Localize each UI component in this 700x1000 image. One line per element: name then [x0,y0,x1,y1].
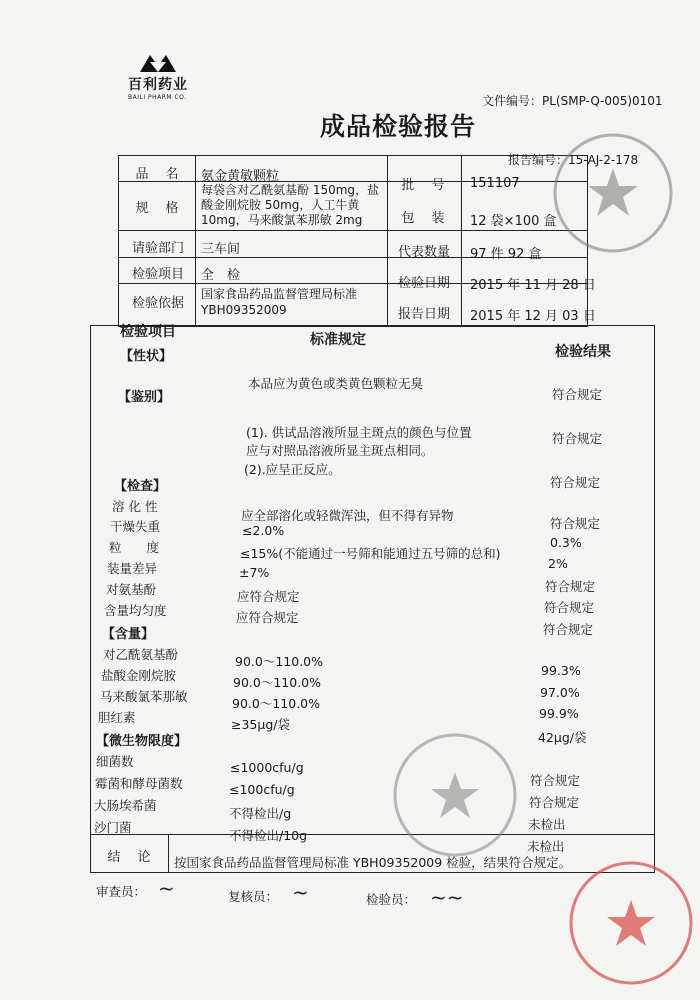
ecoli-standard: 不得检出/g [229,806,292,821]
item-dry: 干燥失重 [110,519,161,534]
item-p-aminophenol: 对氨基酚 [106,582,157,597]
inspector-label: 检验员： [366,892,417,907]
item-salmonella: 沙门菌 [94,820,132,835]
load-result: 符合规定 [545,579,596,594]
checker-signature: ~ [292,880,309,904]
p-aminophenol-standard: 应符合规定 [237,589,300,604]
bilirubin-standard: ≥35μg/袋 [231,717,290,732]
salmonella-result: 未检出 [527,839,565,854]
item-ecoli: 大肠埃希菌 [94,798,157,813]
bacteria-result: 符合规定 [530,773,581,788]
item-uniformity: 含量均匀度 [104,603,167,618]
p-aminophenol-result: 符合规定 [544,600,595,615]
file-number: 文件编号：PL(SMP-Q-005)0101 [482,94,663,108]
spec-label: 规 格 [135,201,181,216]
character-standard: 本品应为黄色或类黄色颗粒无臭 [248,376,424,391]
item-bacteria: 细菌数 [96,754,134,769]
dept-value: 三车间 [201,242,241,257]
particle-standard: ≤15%(不能通过一号筛和能通过五号筛的总和) [240,546,501,561]
basis-label: 检验依据 [131,296,184,311]
report-date-value: 2015 年 12 月 03 日 [470,309,596,324]
quality-dept-stamp [548,128,678,258]
product-value: 氨金黄敏颗粒 [201,169,280,184]
col-result-header: 检验结果 [555,344,611,360]
section-content: 【含量】 [102,627,155,642]
logo-cn-text: 百利药业 [128,77,188,93]
dissolve-result: 符合规定 [550,516,601,531]
spec-value: 每袋含对乙酰氨基酚 150mg，盐酸金刚烷胺 50mg，人工牛黄 10mg，马来酸氯苯那敏 2mg [201,183,380,227]
amantadine-standard: 90.0～110.0% [233,675,321,690]
checker-label: 复核员： [228,889,279,904]
uniformity-result: 符合规定 [543,622,594,637]
dissolve-standard: 应全部溶化或轻微浑浊，但不得有异物 [241,508,454,523]
reviewer-label: 审查员： [96,884,147,899]
section-micro: 【微生物限度】 [96,734,188,749]
date-label: 检验日期 [397,276,450,291]
apap-standard: 90.0～110.0% [235,654,323,669]
section-identify: 【鉴别】 [118,390,171,405]
item-value: 全 检 [201,268,241,283]
batch-label: 批 号 [401,178,447,193]
inspector-signature: ~~ [430,885,464,909]
item-mold: 霉菌和酵母菌数 [95,776,183,791]
uniformity-standard: 应符合规定 [236,610,299,625]
item-chlorphenamine: 马来酸氯苯那敏 [100,689,188,704]
load-standard: ±7% [239,565,270,580]
identify-standard-1b: 应与对照品溶液所显主斑点相同。 [246,443,434,458]
identify-standard-1a: (1). 供试品溶液所显主斑点的颜色与位置 [246,425,472,440]
qty-label: 代表数量 [397,245,450,260]
item-dissolve: 溶 化 性 [112,499,158,514]
bilirubin-result: 42μg/袋 [538,730,587,745]
salmonella-standard: 不得检出/10g [229,828,308,843]
col-standard-header: 标准规定 [310,332,366,348]
dry-standard: ≤2.0% [242,523,285,538]
item-particle: 粒 度 [109,540,160,555]
qty-value: 97 件 92 盒 [470,247,542,262]
conclusion-label: 结 论 [107,850,153,865]
chlorphenamine-result: 99.9% [539,706,579,721]
report-date-label: 报告日期 [397,307,450,322]
report-number: 报告编号：15-AJ-2-178 [508,153,639,167]
ecoli-result: 未检出 [528,817,566,832]
company-logo [128,52,218,101]
identify-result-1: 符合规定 [552,431,603,446]
product-label: 品 名 [135,167,181,182]
identify-standard-2: (2).应呈正反应。 [244,462,341,477]
basis-value: 国家食品药品监督管理局标准 YBH09352009 [201,287,358,317]
dept-label: 请验部门 [131,241,184,256]
batch-value: 151107 [470,176,520,191]
conclusion-text: 按国家食品药品监督管理局标准 YBH09352009 检验，结果符合规定。 [174,855,572,870]
logo-mark-icon [138,52,178,72]
date-value: 2015 年 11 月 28 日 [470,278,596,293]
amantadine-result: 97.0% [540,685,580,700]
inspection-stamp [390,730,520,860]
character-result: 符合规定 [552,387,603,402]
red-company-stamp [566,858,696,988]
chlorphenamine-standard: 90.0～110.0% [232,696,320,711]
item-bilirubin: 胆红素 [98,710,136,725]
apap-result: 99.3% [541,663,581,678]
item-amantadine: 盐酸金刚烷胺 [101,668,177,683]
pack-label: 包 装 [401,211,447,226]
section-character: 【性状】 [120,349,173,364]
bacteria-standard: ≤1000cfu/g [230,760,304,775]
reviewer-signature: ~ [158,876,175,900]
particle-result: 2% [548,556,568,571]
item-apap: 对乙酰氨基酚 [103,647,179,662]
section-inspect: 【检查】 [114,479,167,494]
page-title: 成品检验报告 [320,112,477,141]
logo-en-text: BAILI PHARM CO. [128,94,187,101]
item-load: 装量差异 [107,561,158,576]
pack-value: 12 袋×100 盒 [470,214,557,229]
mold-standard: ≤100cfu/g [229,782,295,797]
col-item-header: 检验项目 [120,324,176,340]
item-label: 检验项目 [131,267,184,282]
mold-result: 符合规定 [529,795,580,810]
identify-result-2: 符合规定 [550,475,601,490]
dry-result: 0.3% [550,535,582,550]
